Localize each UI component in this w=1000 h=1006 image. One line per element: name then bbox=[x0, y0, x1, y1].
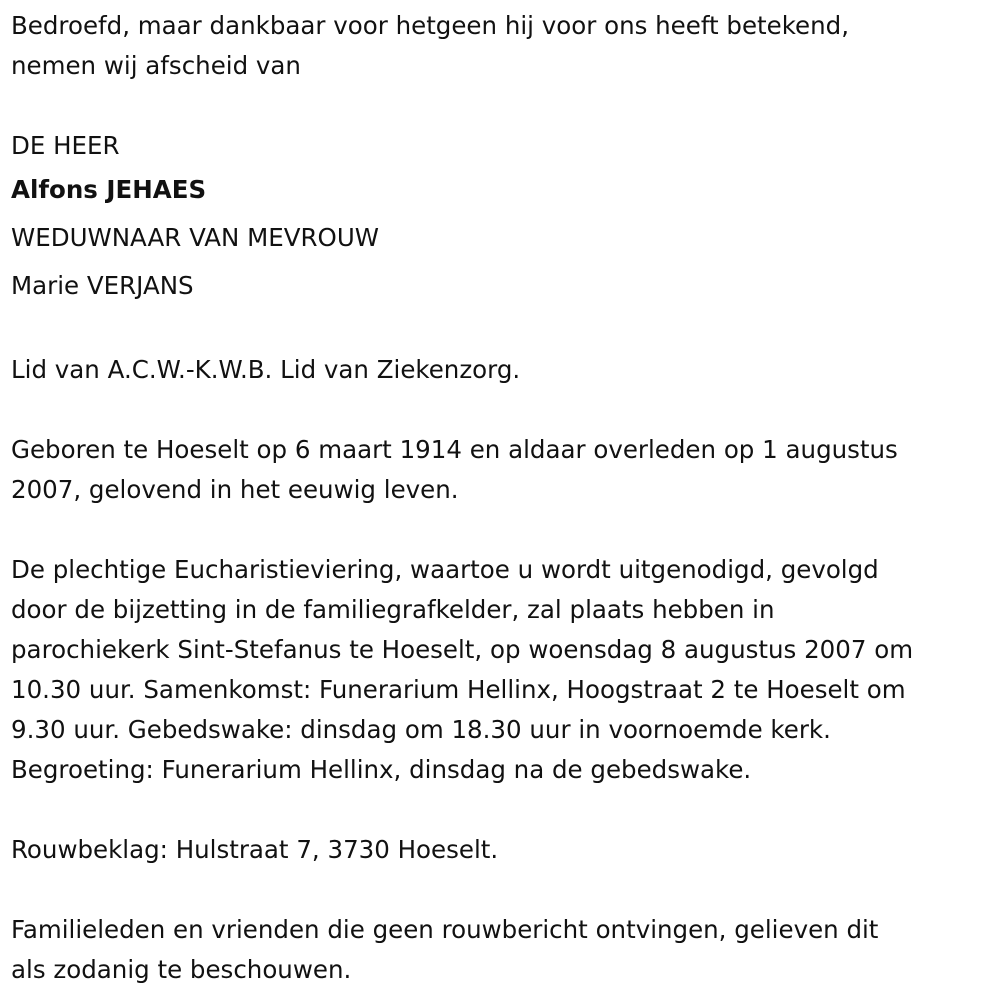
intro-paragraph bbox=[11, 6, 995, 86]
intro-line: Bedroefd, maar dankbaar voor hetgeen hij voor ons heeft betekend, bbox=[11, 11, 849, 40]
spacer bbox=[11, 790, 995, 830]
spacer bbox=[11, 390, 995, 430]
spacer bbox=[11, 310, 995, 350]
spouse-name: Marie VERJANS bbox=[11, 271, 194, 300]
spacer bbox=[11, 510, 995, 550]
spacer bbox=[11, 86, 995, 126]
ceremony-paragraph bbox=[11, 550, 995, 790]
ceremony-line: 9.30 uur. Gebedswake: dinsdag om 18.30 uur in voornoemde kerk. bbox=[11, 715, 831, 744]
birth-death-line: 2007, gelovend in het eeuwig leven. bbox=[11, 475, 459, 504]
intro-line: nemen wij afscheid van bbox=[11, 51, 301, 80]
deceased-relation: WEDUWNAAR VAN MEVROUW bbox=[11, 223, 379, 252]
deceased-block bbox=[11, 126, 995, 310]
closing-line: Familieleden en vrienden die geen rouwbericht ontvingen, gelieven dit bbox=[11, 915, 879, 944]
ceremony-line: De plechtige Eucharistieviering, waartoe u wordt uitgenodigd, gevolgd bbox=[11, 555, 879, 584]
closing-line: als zodanig te beschouwen. bbox=[11, 955, 352, 984]
deceased-name: Alfons JEHAES bbox=[11, 175, 207, 204]
ceremony-line: 10.30 uur. Samenkomst: Funerarium Hellinx, Hoogstraat 2 te Hoeselt om bbox=[11, 675, 906, 704]
birth-death-paragraph bbox=[11, 430, 995, 510]
ceremony-line: door de bijzetting in de familiegrafkelder, zal plaats hebben in bbox=[11, 595, 775, 624]
spacer bbox=[11, 870, 995, 910]
closing-paragraph bbox=[11, 910, 995, 990]
birth-death-line: Geboren te Hoeselt op 6 maart 1914 en aldaar overleden op 1 augustus bbox=[11, 435, 898, 464]
ceremony-line: parochiekerk Sint-Stefanus te Hoeselt, op woensdag 8 augustus 2007 om bbox=[11, 635, 914, 664]
memberships: Lid van A.C.W.-K.W.B. Lid van Ziekenzorg. bbox=[11, 355, 521, 384]
condolence-address: Rouwbeklag: Hulstraat 7, 3730 Hoeselt. bbox=[11, 835, 499, 864]
deceased-title: DE HEER bbox=[11, 131, 120, 160]
death-notice bbox=[11, 6, 995, 990]
ceremony-line: Begroeting: Funerarium Hellinx, dinsdag na de gebedswake. bbox=[11, 755, 752, 784]
